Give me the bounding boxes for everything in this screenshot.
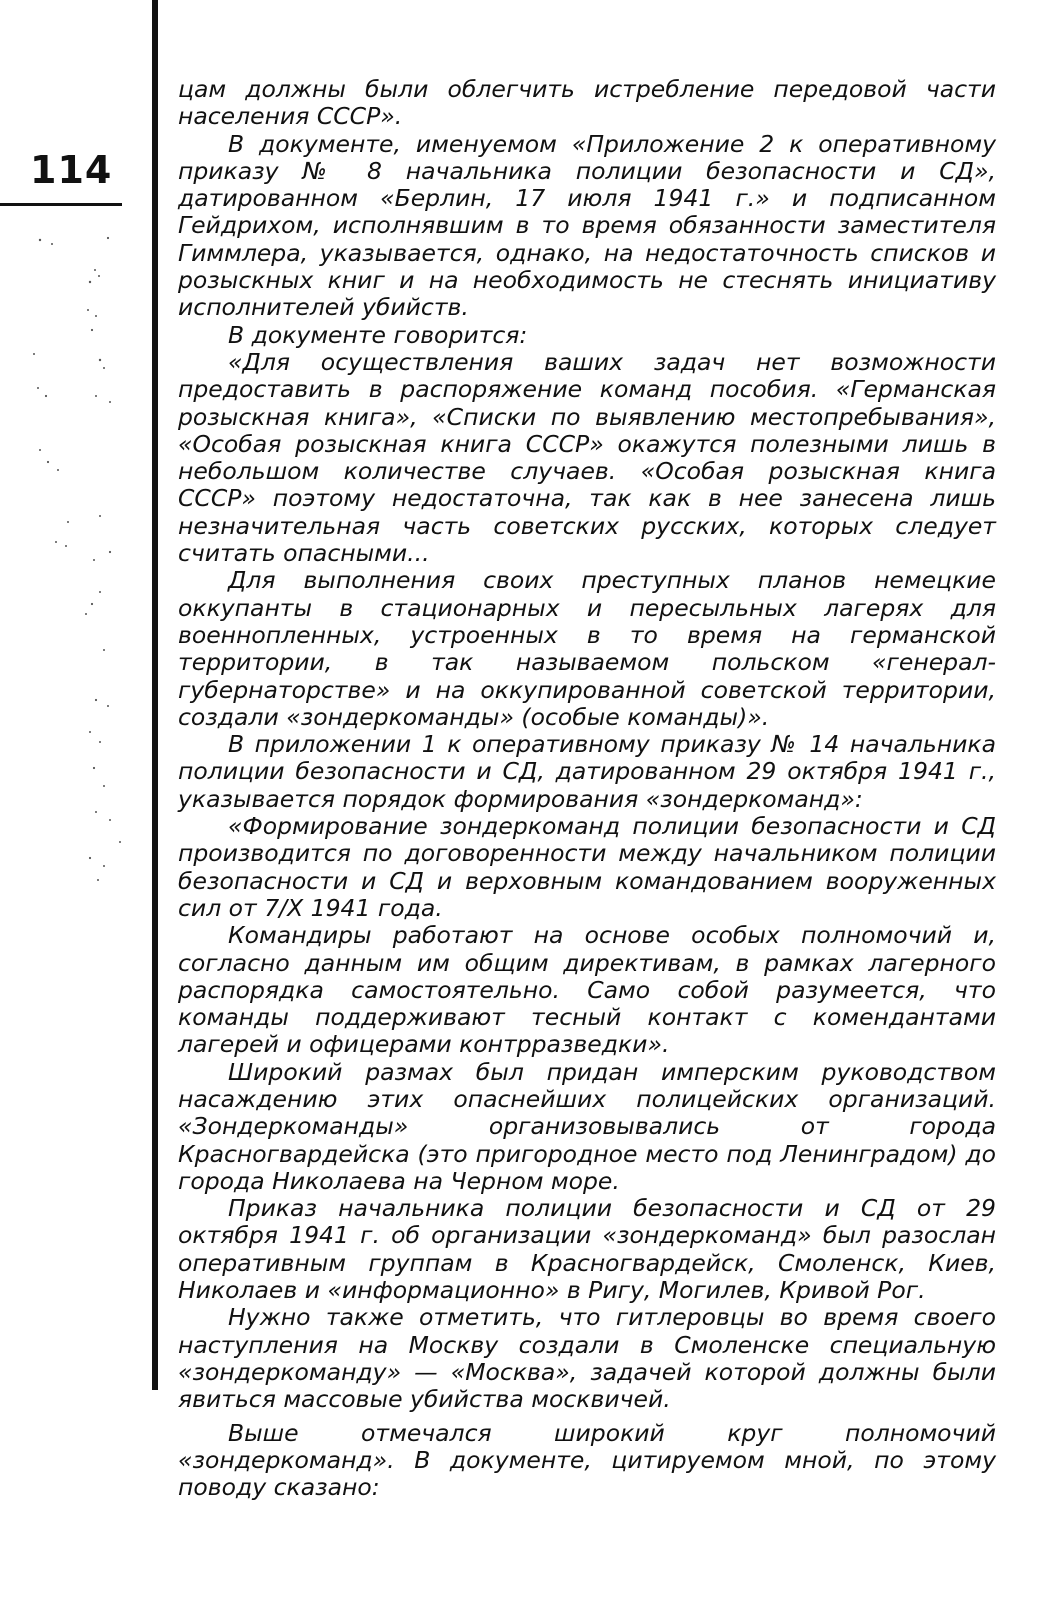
paragraph: Командиры работают на основе особых полномочий и, согласно данным им общим директивам, в рамках лагерного распорядка самостоятельно. Само собой разумеется, что команды поддерживают тесный контакт с комендантами лагерей и офицерами контрразведки». — [178, 921, 996, 1059]
paragraph: Выше отмечался широкий круг полномочий «зондеркоманд». В документе, цитируемом мной, по этому поводу сказано: — [178, 1418, 996, 1502]
paragraph: В документе, именуемом «Приложение 2 к оперативному приказу № 8 начальника полиции безопасности и СД», датированном «Берлин, 17 июля 1941 г.» и подписанном Гейдрихом, исполнявшим в то время обязанности заместителя Гиммлера, указывается, однако, на недостаточность списков и розыскных книг и на необходимость не стеснять инициативу исполнителей убийств. — [178, 129, 996, 322]
paragraph: Приказ начальника полиции безопасности и СД от 29 октября 1941 г. об организации «зондеркоманд» был разослан оперативным группам в Красногвардейск, Смоленск, Киев, Николаев и «информационно» в Ригу, Могилев, Кривой Рог. — [178, 1194, 996, 1305]
paragraph: Нужно также отметить, что гитлеровцы во время своего наступления на Москву создали в Смоленске специальную «зондеркоманду» — «Москва», задачей которой должны были явиться массовые убийства москвичей. — [178, 1303, 996, 1414]
page-number: 114 — [30, 148, 113, 192]
paragraph: «Для осуществления ваших задач нет возможности предоставить в распоряжение команд пособия. «Германская розыскная книга», «Списки по выявлению местопребывания», «Особая розыскная книга СССР» окажутся полезными лишь в небольшом количестве случаев. «Особая розыскная книга СССР» поэтому недостаточна, так как в нее занесена лишь незначительная часть советских русских, которых следует считать опасными... — [178, 347, 996, 568]
paragraph: Широкий размах был придан имперским руководством насаждению этих опаснейших полицейских организаций. «Зондеркоманды» организовывались от города Красногвардейска (это пригородное место под Ленинградом) до города Николаева на Черном море. — [178, 1057, 996, 1195]
paragraph: цам должны были облегчить истребление передовой части населения СССР». — [178, 75, 996, 131]
margin-rule-vertical — [152, 0, 158, 1390]
paragraph: В документе говорится: — [228, 320, 528, 349]
paragraph: Для выполнения своих преступных планов немецкие оккупанты в стационарных и пересыльных лагерях для военнопленных, устроенных в то время на германской территории, в так называемом польском «генерал-губернаторстве» и на оккупированной советской территории, создали «зондеркоманды» (особые команды)». — [178, 566, 996, 731]
paragraph: В приложении 1 к оперативному приказу № 14 начальника полиции безопасности и СД, датированном 29 октября 1941 г., указывается порядок формирования «зондеркоманд»: — [178, 730, 996, 813]
margin-print-specks — [0, 230, 150, 910]
paragraph: «Формирование зондеркоманд полиции безопасности и СД производится по договоренности между начальником полиции безопасности и СД и верховным командованием вооруженных сил от 7/X 1941 года. — [178, 812, 996, 922]
page-number-underline — [0, 203, 122, 206]
body-text — [178, 76, 996, 1501]
